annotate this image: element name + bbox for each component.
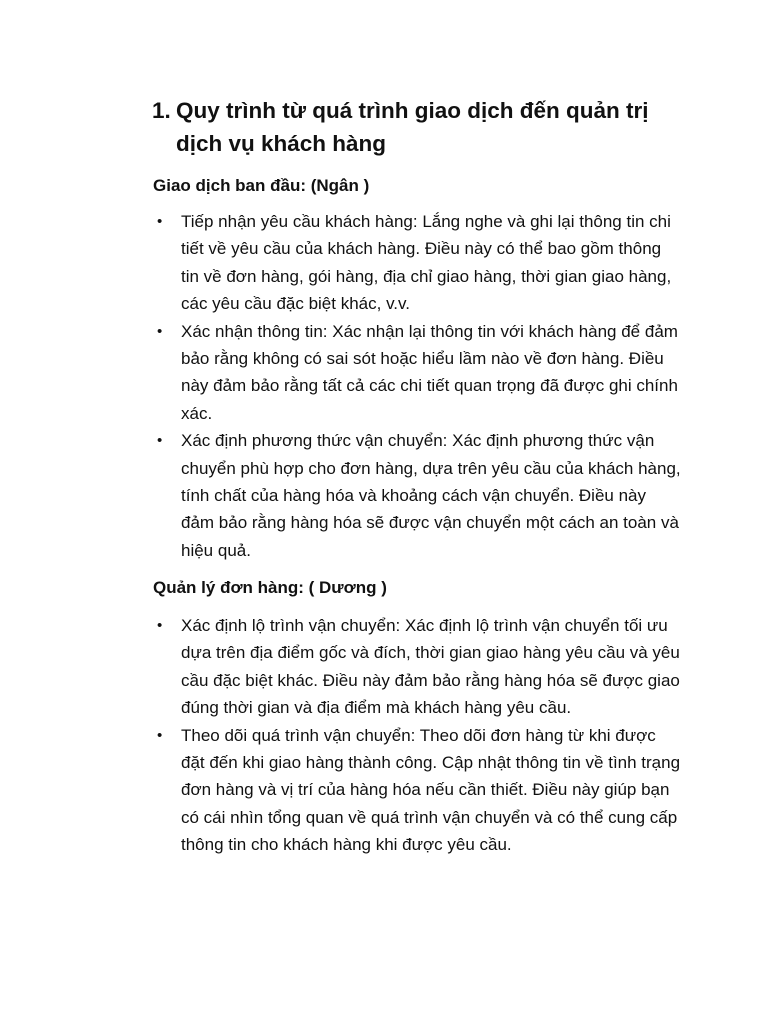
- list-item: [153, 427, 683, 564]
- list-item-text: Xác định phương thức vận chuyển: Xác định phương thức vận chuyển phù hợp cho đơn hàng, dựa trên yêu cầu của khách hàng, tính chất của hàng hóa và khoảng cách vận chuyển. Điều này đảm bảo rằng hàng hóa sẽ được vận chuyển một cách an toàn và hiệu quả.: [181, 431, 681, 560]
- bullet-icon: •: [157, 432, 163, 450]
- bullet-icon: •: [157, 213, 163, 230]
- list-item: [153, 722, 683, 859]
- bullet-icon: •: [157, 322, 163, 340]
- section-title-quan-ly: Quản lý đơn hàng: ( Dương ): [153, 578, 387, 597]
- list-item: [153, 208, 683, 318]
- list-item: [153, 318, 683, 428]
- bullet-list-giao-dich: [153, 208, 683, 564]
- section-title-giao-dich: Giao dịch ban đầu: (Ngân ): [153, 176, 370, 195]
- bullet-icon: •: [157, 617, 163, 634]
- heading-title: Quy trình từ quá trình giao dịch đến quản trị dịch vụ khách hàng: [176, 98, 649, 156]
- list-item: [153, 612, 683, 722]
- heading-number: 1.: [152, 98, 171, 123]
- page-heading: [152, 94, 692, 160]
- list-item-text: Theo dõi quá trình vận chuyển: Theo dõi đơn hàng từ khi được đặt đến khi giao hàng thành công. Cập nhật thông tin về tình trạng đơn hàng và vị trí của hàng hóa nếu cần thiết. Điều này giúp bạn có cái nhìn tổng quan về quá trình vận chuyển và có thể cung cấp thông tin cho khách hàng khi được yêu cầu.: [181, 725, 681, 855]
- list-item-text: Xác định lộ trình vận chuyển: Xác định lộ trình vận chuyển tối ưu dựa trên địa điểm gốc và đích, thời gian giao hàng yêu cầu và yêu cầu đặc biệt khác. Điều này đảm bảo rằng hàng hóa sẽ được giao đúng thời gian và địa điểm mà khách hàng yêu cầu.: [181, 616, 680, 718]
- list-item-text: Xác nhận thông tin: Xác nhận lại thông tin với khách hàng để đảm bảo rằng không có sai sót hoặc hiểu lầm nào về đơn hàng. Điều này đảm bảo rằng tất cả các chi tiết quan trọng đã được ghi chính xác.: [181, 321, 678, 423]
- bullet-list-quan-ly: [153, 612, 683, 859]
- list-item-text: Tiếp nhận yêu cầu khách hàng: Lắng nghe và ghi lại thông tin chi tiết về yêu cầu của khách hàng. Điều này có thể bao gồm thông tin về đơn hàng, gói hàng, địa chỉ giao hàng, thời gian giao hàng, các yêu cầu đặc biệt khác, v.v.: [181, 212, 672, 314]
- bullet-icon: •: [157, 726, 163, 744]
